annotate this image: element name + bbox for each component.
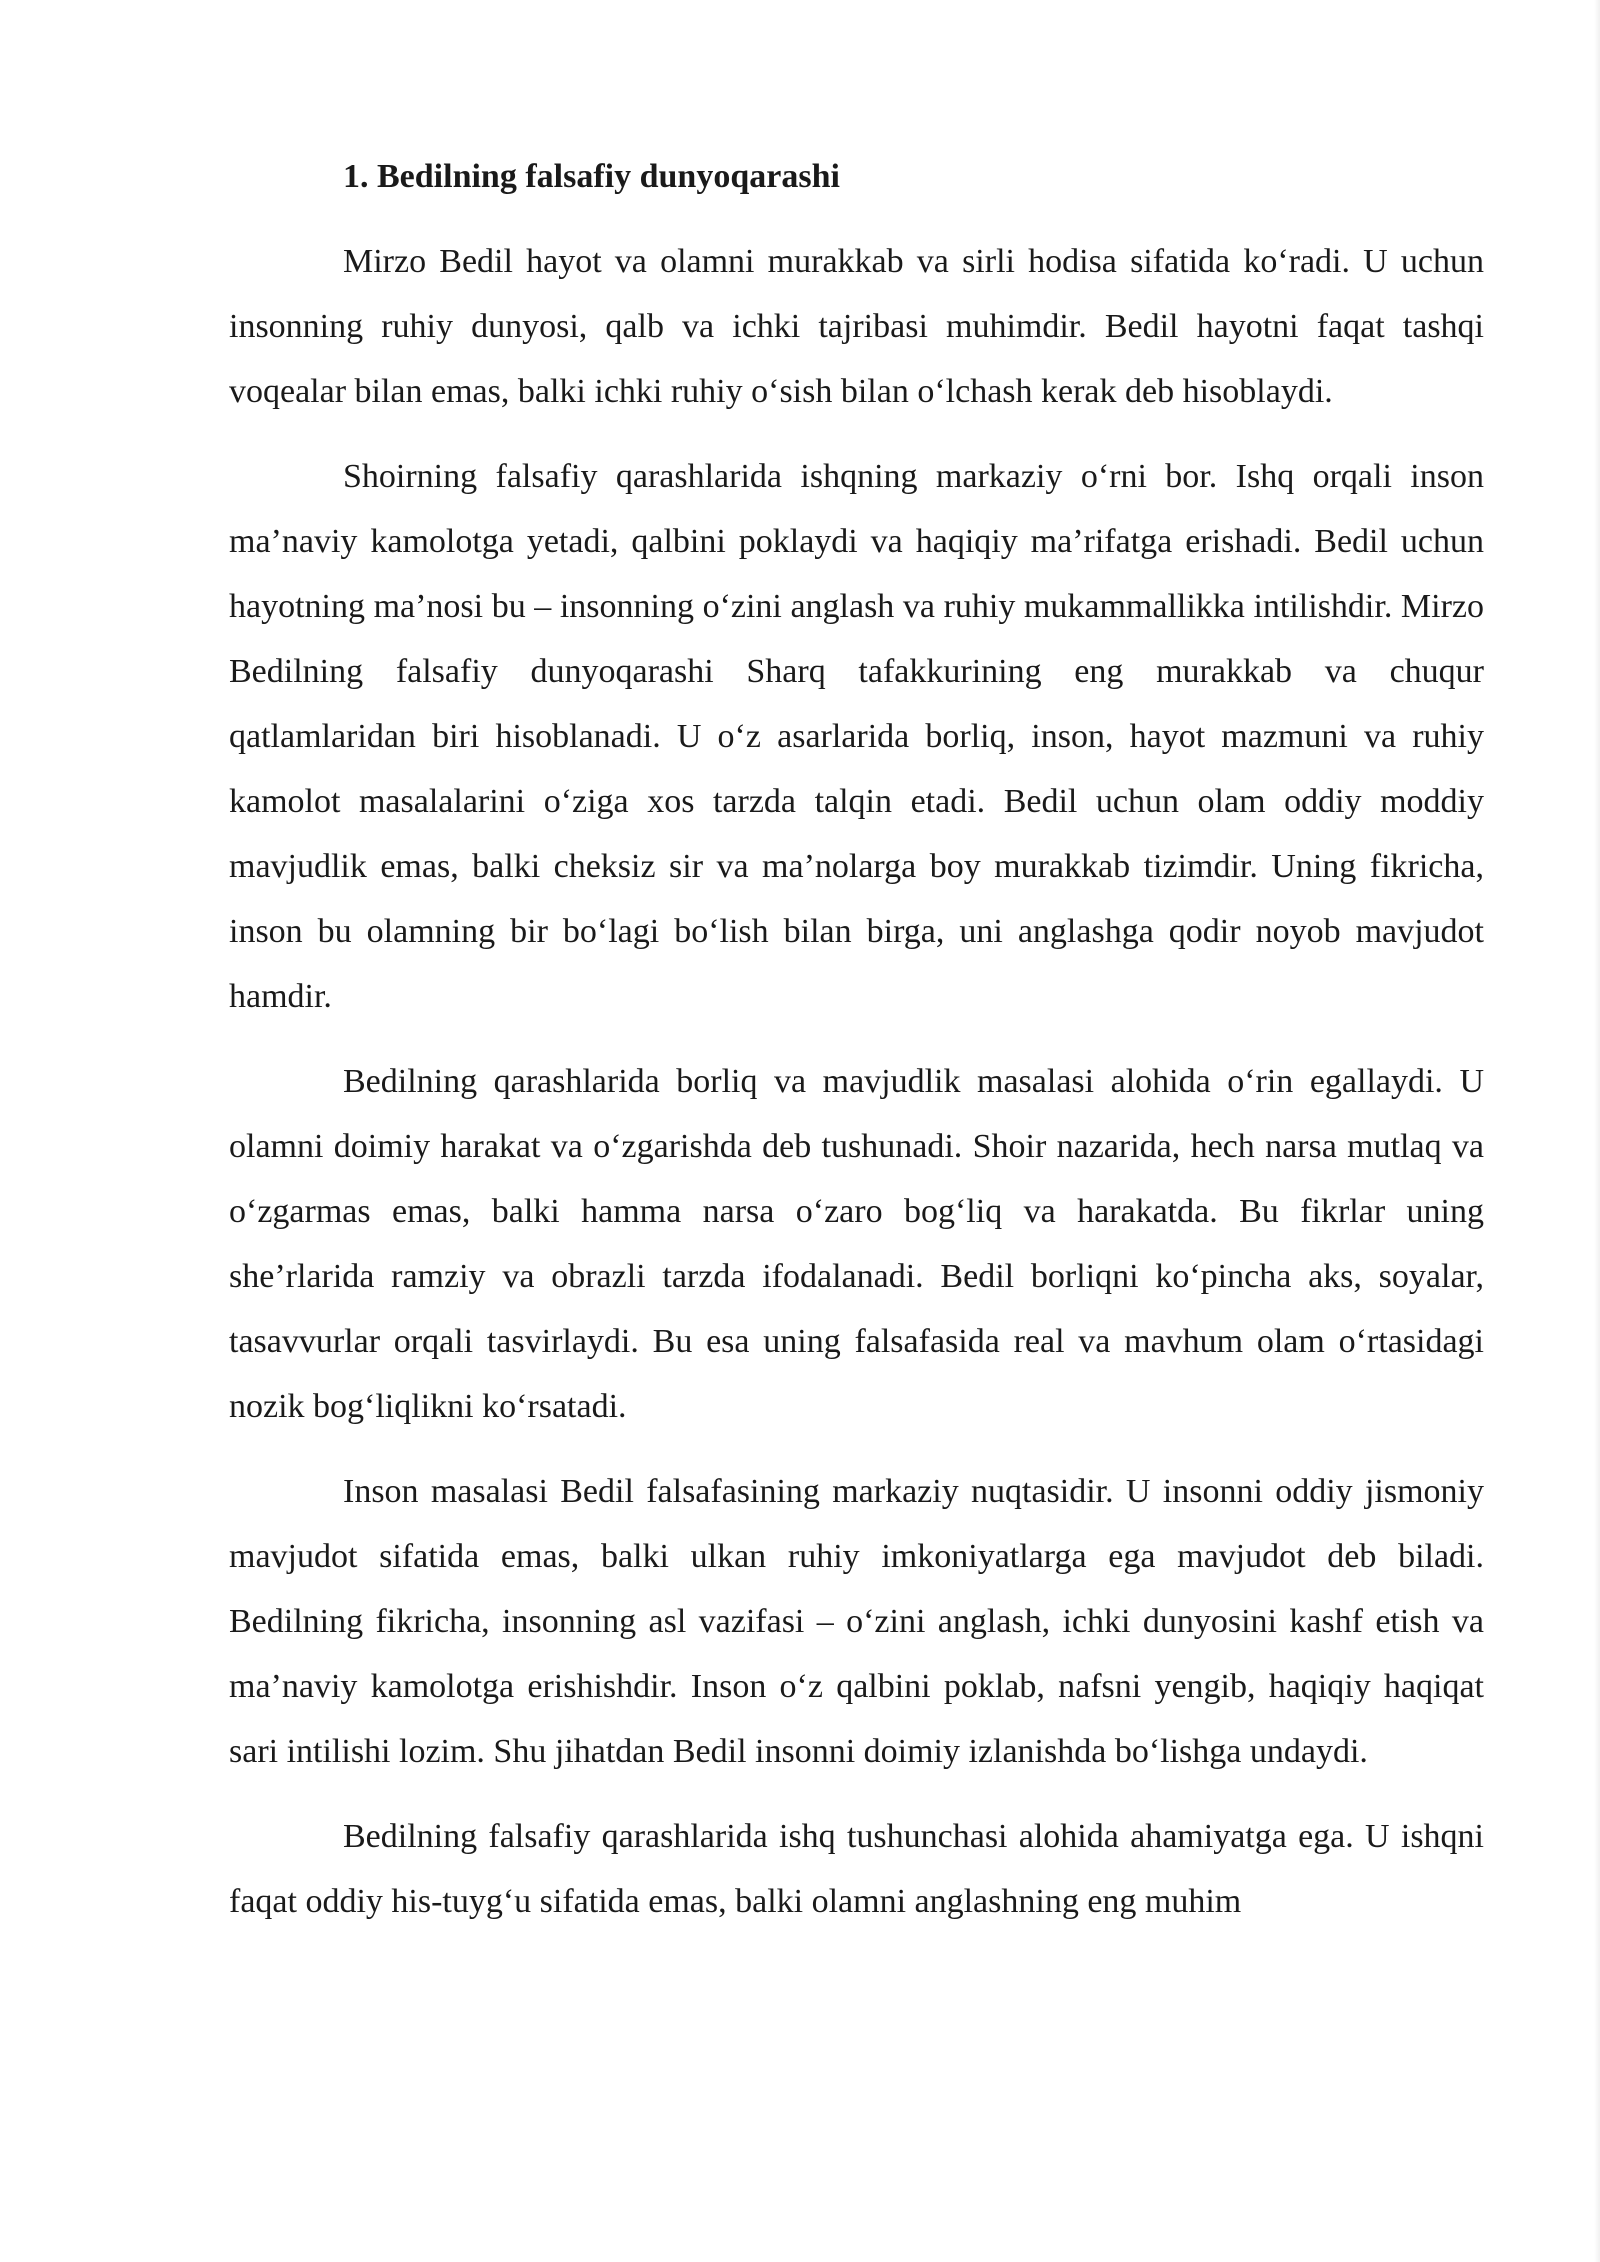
- paragraph-2: Shoirning falsafiy qarashlarida ishqning markaziy o‘rni bor. Ishq orqali inson ma’naviy kamolotga yetadi, qalbini poklaydi va haqiqiy ma’rifatga erishadi. Bedil uchun hayotning ma’nosi bu – insonning o‘zini anglash va ruhiy mukammallikka intilishdir. Mirzo Bedilning falsafiy dunyoqarashi Sharq tafakkurining eng murakkab va chuqur qatlamlaridan biri hisoblanadi. U o‘z asarlarida borliq, inson, hayot mazmuni va ruhiy kamolot masalalarini o‘ziga xos tarzda talqin etadi. Bedil uchun olam oddiy moddiy mavjudlik emas, balki cheksiz sir va ma’nolarga boy murakkab tizimdir. Uning fikricha, inson bu olamning bir bo‘lagi bo‘lish bilan birga, uni anglashga qodir noyob mavjudot hamdir.: [229, 458, 1484, 1015]
- paragraph-5: Bedilning falsafiy qarashlarida ishq tushunchasi alohida ahamiyatga ega. U ishqni faqat oddiy his-tuyg‘u sifatida emas, balki olamni anglashning eng muhim: [229, 1818, 1484, 1920]
- document-body: [229, 144, 1484, 1954]
- page-edge-shadow: [1594, 0, 1600, 2262]
- paragraph-4: Inson masalasi Bedil falsafasining markaziy nuqtasidir. U insonni oddiy jismoniy mavjudot sifatida emas, balki ulkan ruhiy imkoniyatlarga ega mavjudot deb biladi. Bedilning fikricha, insonning asl vazifasi – o‘zini anglash, ichki dunyosini kashf etish va ma’naviy kamolotga erishishdir. Inson o‘z qalbini poklab, nafsni yengib, haqiqiy haqiqat sari intilishi lozim. Shu jihatdan Bedil insonni doimiy izlanishda bo‘lishga undaydi.: [229, 1473, 1484, 1770]
- paragraph-1: Mirzo Bedil hayot va olamni murakkab va sirli hodisa sifatida ko‘radi. U uchun insonning ruhiy dunyosi, qalb va ichki tajribasi muhimdir. Bedil hayotni faqat tashqi voqealar bilan emas, balki ichki ruhiy o‘sish bilan o‘lchash kerak deb hisoblaydi.: [229, 243, 1484, 410]
- paragraph-3: Bedilning qarashlarida borliq va mavjudlik masalasi alohida o‘rin egallaydi. U olamni doimiy harakat va o‘zgarishda deb tushunadi. Shoir nazarida, hech narsa mutlaq va o‘zgarmas emas, balki hamma narsa o‘zaro bog‘liq va harakatda. Bu fikrlar uning she’rlarida ramziy va obrazli tarzda ifodalanadi. Bedil borliqni ko‘pincha aks, soyalar, tasavvurlar orqali tasvirlaydi. Bu esa uning falsafasida real va mavhum olam o‘rtasidagi nozik bog‘liqlikni ko‘rsatadi.: [229, 1063, 1484, 1425]
- section-heading: 1. Bedilning falsafiy dunyoqarashi: [343, 158, 840, 195]
